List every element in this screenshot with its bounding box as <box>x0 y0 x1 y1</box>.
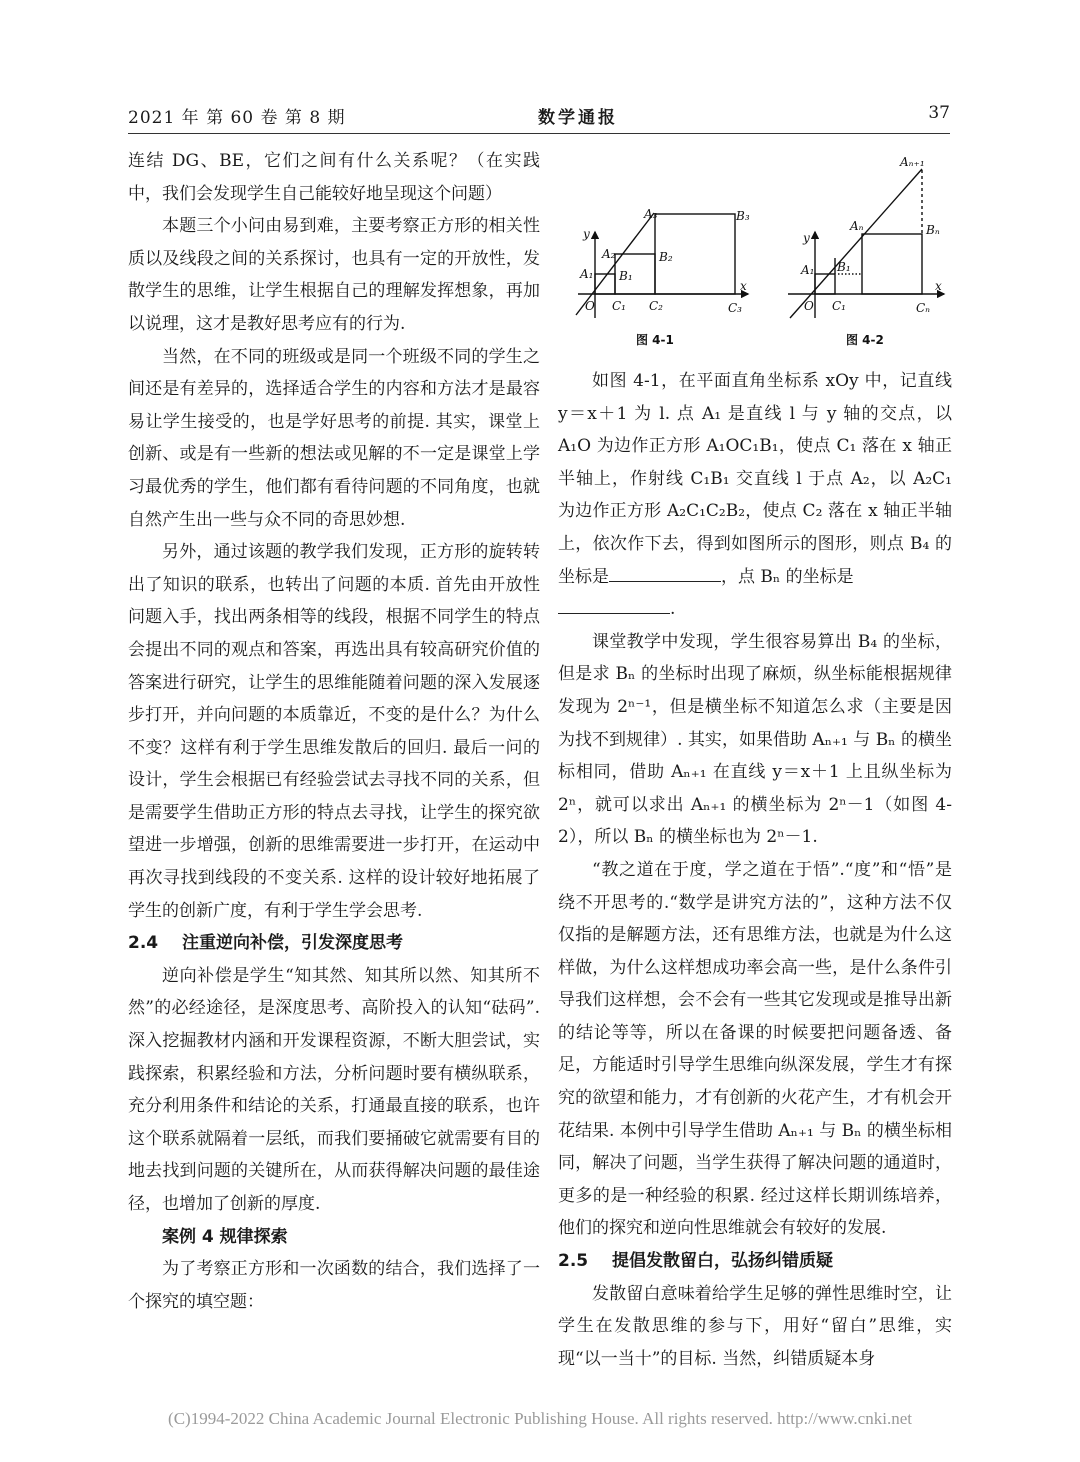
square-1 <box>815 274 835 294</box>
paragraph: 为了考察正方形和一次函数的结合，我们选择了一个探究的填空题： <box>128 1259 540 1312</box>
problem-text: 如图 4-1，在平面直角坐标系 xOy 中，记直线 y＝x＋1 为 l. 点 A₁ 是直线 l 与 y 轴的交点，以 A₁O 为边作正方形 A₁OC₁B₁，使点 C₁ 落在 x 轴正半轴上，作射线 C₁B₁ 交直线 l 于点 A₂，以 A₂C₁ 为边作正方形 A₂C₁C₂B₂，使点 C₂ 落在 x 轴正半轴上，依次作下去，得到如图所示的图形，则点 B₄ 的坐标是 <box>558 371 952 587</box>
section-title: 提倡发散留白，弘扬纠错质疑 <box>612 1251 833 1272</box>
answer-blank-bn[interactable] <box>558 595 670 614</box>
label-an: Aₙ <box>850 219 864 233</box>
label-an1: Aₙ₊₁ <box>900 155 925 169</box>
label-a2: A₂ <box>602 247 616 261</box>
figure-4-2-diagram <box>788 169 944 318</box>
paragraph: 连结 DG、BE，它们之间有什么关系呢？（在实践中，我们会发现学生自己能较好地呈现这个问题） <box>128 151 540 204</box>
figure-4-1-caption: 图 4-1 <box>636 333 674 347</box>
figure-4-2-labels <box>800 155 942 347</box>
label-bn: Bₙ <box>926 223 940 237</box>
label-a1: A₁ <box>801 263 815 277</box>
label-c1: C₁ <box>832 299 846 313</box>
paragraph: 课堂教学中发现，学生很容易算出 B₄ 的坐标，但是求 Bₙ 的坐标时出现了麻烦，纵坐标能根据规律发现为 2ⁿ⁻¹，但是横坐标不知道怎么求（主要是因为找不到规律）. 其实，如果借助 Aₙ₊₁ 与 Bₙ 的横坐标相同，借助 Aₙ₊₁ 在直线 y＝x＋1 上且纵坐标为 2ⁿ，就可以求出 Aₙ₊₁ 的横坐标为 2ⁿ－1（如图 4-2），所以 Bₙ 的横坐标也为 2ⁿ－1. <box>558 631 952 848</box>
figure-4-2-caption: 图 4-2 <box>846 333 884 347</box>
page-header <box>128 103 950 133</box>
issue-info: 2021 年 第 60 卷 第 8 期 <box>128 108 346 128</box>
label-c3: C₃ <box>728 301 742 315</box>
problem-text-end: . <box>670 599 676 620</box>
paragraph: 当然，在不同的班级或是同一个班级不同的学生之间还是有差异的，选择适合学生的内容和方法才是最容易让学生接受的，也是学好思考的前提. 其实，课堂上创新、或是有一些新的想法或见解的不一定是课堂上学习最优秀的学生，他们都有看待问题的不同角度，也就自然产生出一些与众不同的奇思妙想. <box>128 346 540 530</box>
label-b2: B₂ <box>659 250 673 264</box>
label-c1: C₁ <box>612 299 626 313</box>
case-heading: 案例 4 规律探索 <box>162 1226 288 1247</box>
section-heading-2-4 <box>128 927 540 960</box>
label-c2: C₂ <box>649 299 663 313</box>
label-o: O <box>804 299 814 313</box>
label-cn: Cₙ <box>916 301 931 315</box>
label-b1: B₁ <box>619 269 633 283</box>
header-rule <box>128 133 950 134</box>
copyright-footer: (C)1994-2022 China Academic Journal Electronic Publishing House. All rights reserved. http://www.cnki.net <box>168 1409 912 1428</box>
line-l <box>790 169 922 318</box>
label-x: x <box>935 279 942 293</box>
journal-title: 数学通报 <box>538 108 618 128</box>
label-a3: A₃ <box>644 207 658 221</box>
right-column <box>558 365 952 1375</box>
figure-4-svg <box>558 150 952 360</box>
paragraph: 本题三个小问由易到难，主要考察正方形的相关性质以及线段之间的关系探讨，也具有一定的开放性，发散学生的思维，让学生根据自己的理解发挥想象，再加以说理，这才是教好思考应有的行为. <box>128 216 540 334</box>
section-title: 注重逆向补偿，引发深度思考 <box>182 933 403 954</box>
label-a1: A₁ <box>580 267 594 281</box>
answer-blank-b4[interactable] <box>609 563 721 582</box>
label-o: O <box>585 299 595 313</box>
label-y: y <box>803 231 810 245</box>
paragraph: 另外，通过该题的教学我们发现，正方形的旋转转出了知识的联系，也转出了问题的本质. 首先由开放性问题入手，找出两条相等的线段，根据不同学生的特点会提出不同的观点和答案，再选出具有较高研究价值的答案进行研究，让学生的思维能随着问题的深入发展逐步打开，并向问题的本质靠近，不变的是什么？为什么不变？这样有利于学生思维发散后的回归. 最后一问的设计，学生会根据已有经验尝试去寻找不同的关系，但是需要学生借助正方形的特点去寻找，让学生的探究欲望进一步增强，创新的思维需要进一步打开，在运动中再次寻找到线段的不变关系. 这样的设计较好地拓展了学生的创新广度，有利于学生学会思考. <box>128 542 540 921</box>
paragraph: 发散留白意味着给学生足够的弹性思维时空，让学生在发散思维的参与下，用好“留白”思维，实现“以一当十”的目标. 当然，纠错质疑本身 <box>558 1283 952 1369</box>
figure-4 <box>558 150 952 360</box>
label-b1: B₁ <box>837 260 851 274</box>
label-b3: B₃ <box>736 209 750 223</box>
label-y: y <box>583 227 590 241</box>
label-x: x <box>740 279 747 293</box>
section-number: 2.4 <box>128 933 159 954</box>
square-n <box>862 234 922 294</box>
paragraph: “教之道在于度，学之道在于悟”.“度”和“悟”是绕不开思考的.“数学是讲究方法的”，这种方法不仅仅指的是解题方法，还有思维方法，也就是为什么这样做，为什么这样想成功率会高一些，是什么条件引导我们这样想，会不会有一些其它发现或是推导出新的结论等等，所以在备课的时候要把问题备透、备足，方能适时引导学生思维向纵深发展，学生才有探究的欲望和能力，才有创新的火花产生，才有机会开花结果. 本例中引导学生借助 Aₙ₊₁ 与 Bₙ 的横坐标相同，解决了问题，当学生获得了解决问题的通道时，更多的是一种经验的积累. 经过这样长期训练培养，他们的探究和逆向性思维就会有较好的发展. <box>558 859 952 1239</box>
section-heading-2-5 <box>558 1245 952 1278</box>
paragraph: 逆向补偿是学生“知其然、知其所以然、知其所不然”的必经途径，是深度思考、高阶投入的认知“砝码”. 深入挖掘教材内涵和开发课程资源，不断大胆尝试，实践探索，积累经验和方法，分析问题时要有横纵联系，充分利用条件和结论的关系，打通最直接的联系，也许这个联系就隔着一层纸，而我们要捅破它就需要有目的地去找到问题的关键所在，从而获得解决问题的最佳途径，也增加了创新的厚度. <box>128 965 540 1214</box>
section-number: 2.5 <box>558 1251 589 1272</box>
problem-text: ，点 Bₙ 的坐标是 <box>721 566 854 587</box>
page-number: 37 <box>928 103 950 123</box>
left-column <box>128 145 540 1318</box>
problem-statement <box>558 365 952 626</box>
